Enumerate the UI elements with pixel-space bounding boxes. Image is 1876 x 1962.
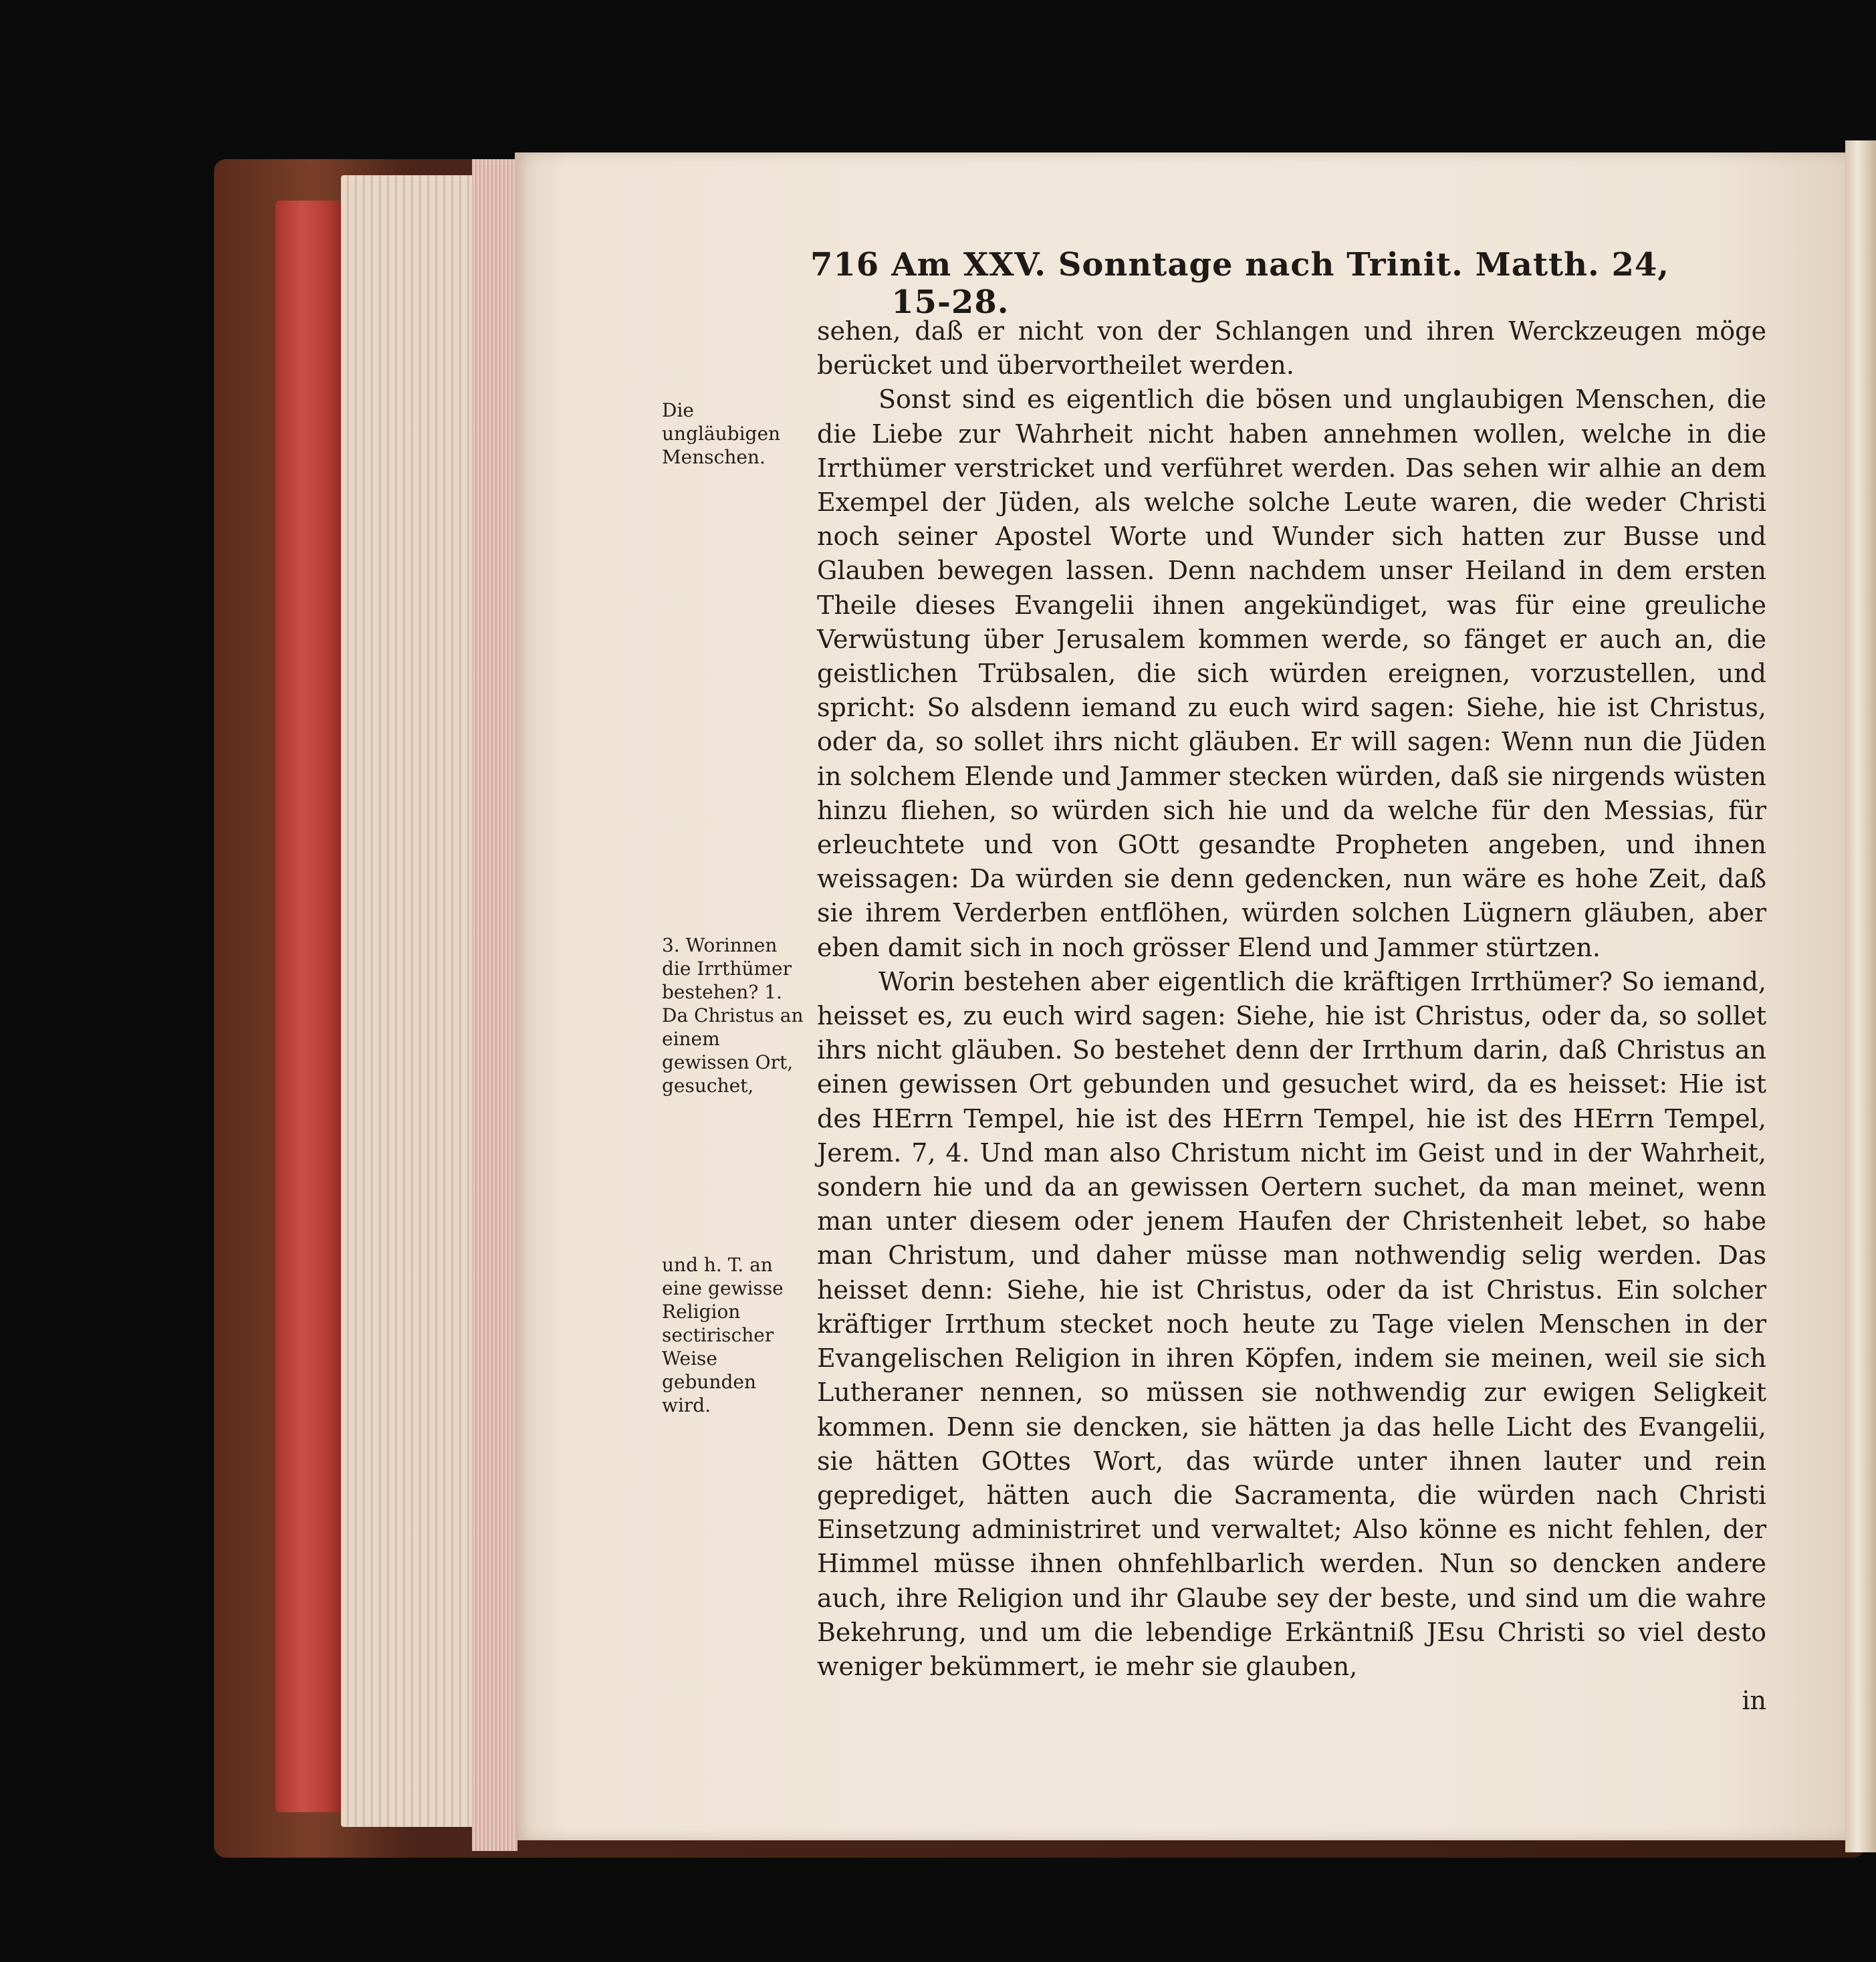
- red-page-edge: [275, 201, 342, 1812]
- facing-page-edge: [1845, 140, 1876, 1852]
- page-stack-edge: [472, 159, 517, 1851]
- paragraph-3: Worin bestehen aber eigentlich die kräftigen Irrthümer? So iemand, heisset es, zu euch wird sagen: Siehe, hie ist Christus, oder da, so sollet ihrs nicht gläuben. So bestehet denn der Irrthum darin, daß Christus an einen gewissen Ort gebunden und gesuchet wird, da es heisset: Hie ist des HErrn Tempel, hie ist des HErrn Tempel, hie ist des HErrn Tempel, Jerem. 7, 4. Und man also Christum nicht im Geist und in der Wahrheit, sondern hie und da an gewissen Oertern suchet, da man meinet, wenn man unter diesem oder jenem Haufen der Christenheit lebet, so habe man Christum, und daher müsse man nothwendig selig werden. Das heisset denn: Siehe, hie ist Christus, oder da ist Christus. Ein solcher kräftiger Irrthum stecket noch heute zu Tage vielen Menschen in der Evangelischen Religion in ihren Köpfen, indem sie meinen, weil sie sich Lutheraner nennen, so müssen sie nothwendig zur ewigen Seligkeit kommen. Denn sie dencken, sie hätten ja das helle Licht des Evangelii, sie hätten GOttes Wort, das würde unter ihnen lauter und rein geprediget, hätten auch die Sacramenta, die würden nach Christi Einsetzung administriret und verwaltet; Also könne es nicht fehlen, der Himmel müsse ihnen ohnfehlbarlich werden. Nun so dencken andere auch, ihre Religion und ihr Glaube sey der beste, und sind um die wahre Bekehrung, und um die lebendige Erkäntniß JEsu Christi so viel desto weniger bekümmert, ie mehr sie glauben,: [817, 966, 1766, 1681]
- header-title: Am XXV. Sonntage nach Trinit. Matth. 24, 15-28.: [891, 246, 1669, 321]
- paragraph-2: Sonst sind es eigentlich die bösen und unglaubigen Menschen, die die Liebe zur Wahrheit nicht haben annehmen wollen, welche in die Irrthümer verstricket und verführet werden. Das sehen wir alhie an dem Exempel der Jüden, als welche solche Leute waren, die weder Christi noch seiner Apostel Worte und Wunder sich hatten zur Busse und Glauben bewegen lassen. Denn nachdem unser Heiland in dem ersten Theile dieses Evangelii ihnen angekündiget, was für eine greuliche Verwüstung über Jerusalem kommen werde, so fänget er auch an, die geistlichen Trübsalen, die sich würden ereignen, vorzustellen, und spricht: So alsdenn iemand zu euch wird sagen: Siehe, hie ist Christus, oder da, so sollet ihrs nicht gläuben. Er will sagen: Wenn nun die Jüden in solchem Elende und Jammer stecken würden, daß sie nirgends wüsten hinzu fliehen, so würden sich hie und da welche für den Messias, für erleuchtete und von GOtt gesandte Propheten angeben, und ihnen weissagen: Da würden sie denn gedencken, nun wäre es hohe Zeit, daß sie ihrem Verderben entflöhen, würden solchen Lügnern gläuben, aber eben damit sich in noch grösser Elend und Jammer stürtzen.: [817, 385, 1766, 962]
- margin-note-3: und h. T. an eine gewisse Religion sectirischer Weise gebunden wird.: [662, 1254, 784, 1416]
- catchword: in: [1742, 1686, 1766, 1716]
- paragraph-1: sehen, daß er nicht von der Schlangen und ihren Werckzeugen möge berücket und übervortheilet werden.: [817, 316, 1766, 380]
- main-text: [817, 314, 1766, 1718]
- margin-note-1: Die ungläubigen Menschen.: [662, 399, 781, 468]
- running-header: [810, 246, 1693, 321]
- margin-note-2: 3. Worinnen die Irrthümer bestehen? 1. Da Christus an einem gewissen Ort, gesuchet,: [662, 934, 804, 1097]
- page-number: 716: [810, 246, 880, 284]
